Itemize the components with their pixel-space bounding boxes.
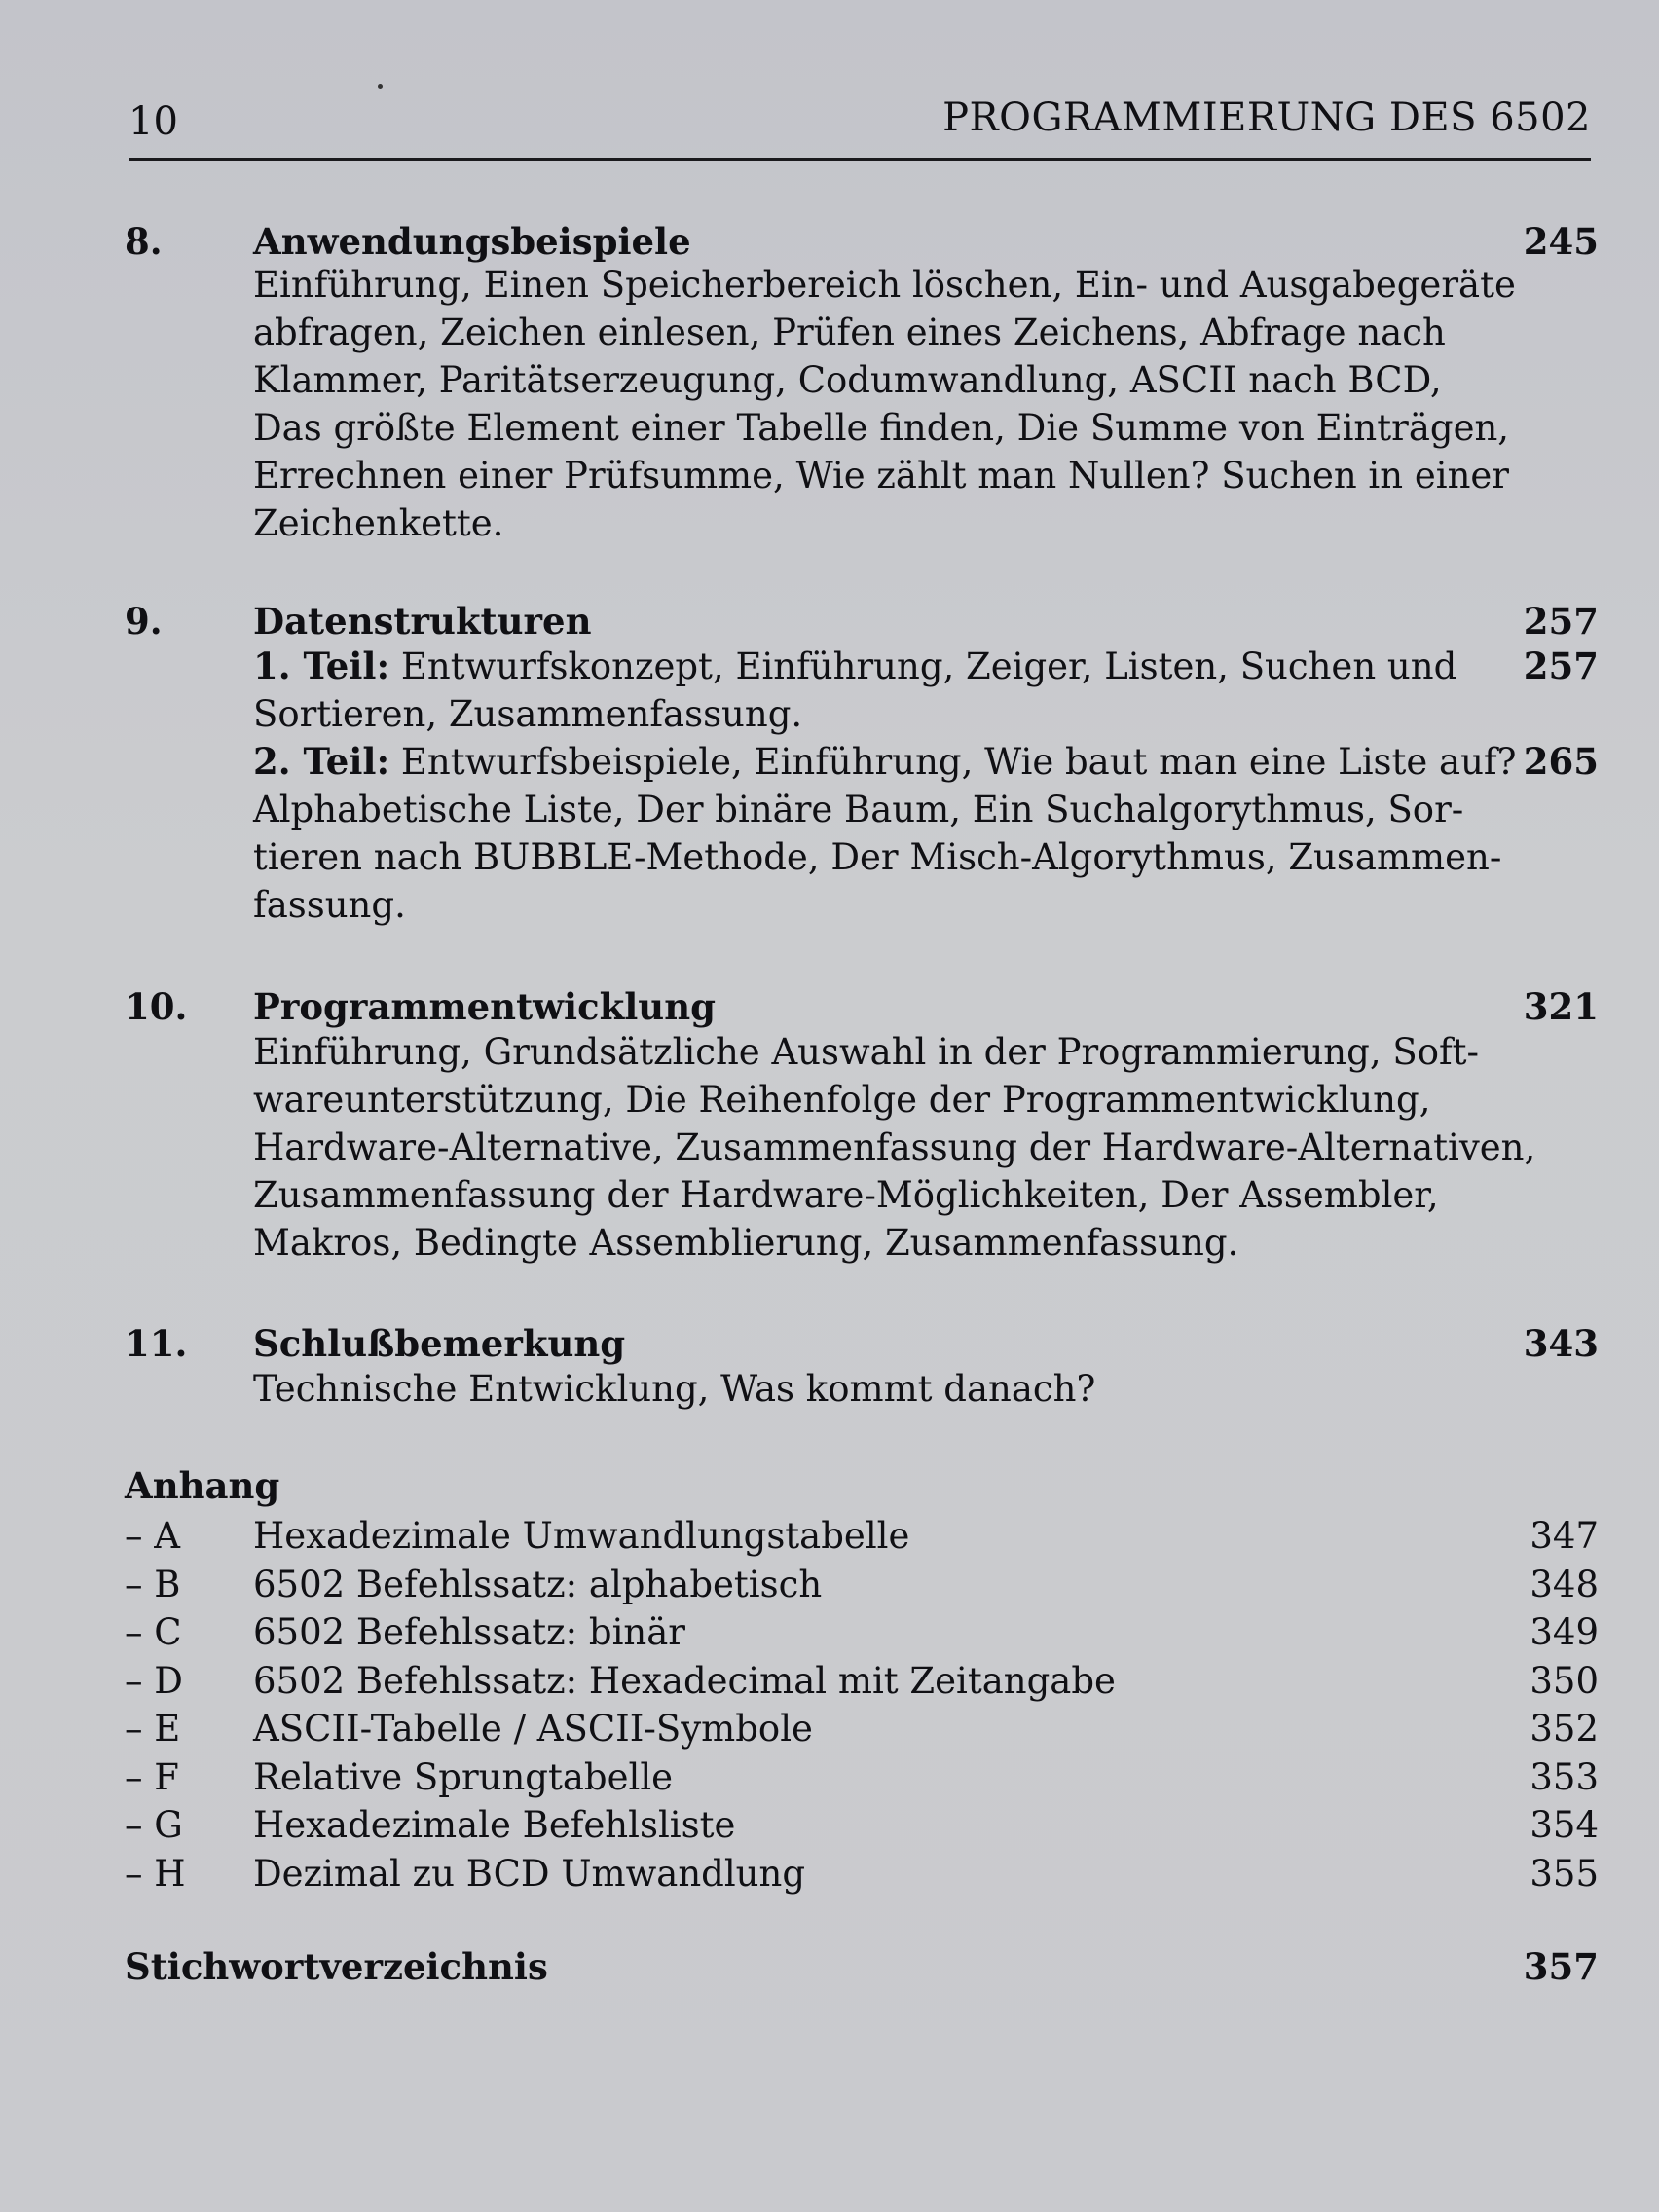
appendix-letter: – A [125,1515,180,1557]
dust-speck [378,84,383,89]
appendix-heading: Anhang [125,1464,280,1507]
chapter-page: 343 [1523,1322,1599,1365]
appendix-entry [125,1853,1599,1901]
chapter-description [253,261,1560,547]
appendix-title: Dezimal zu BCD Umwandlung [253,1852,806,1895]
page-number: 10 [129,99,178,144]
appendix-title: ASCII-Tabelle / ASCII-Symbole [253,1708,813,1750]
appendix-letter: – B [125,1563,181,1605]
appendix-title: 6502 Befehlssatz: Hexadecimal mit Zeitangabe [253,1659,1116,1702]
chapter-title: Datenstrukturen [253,600,592,643]
chapter-page: 321 [1523,985,1599,1028]
chapter-description [253,643,1599,929]
description-line: Zusammenfassung der Hardware-Möglichkeiten, Der Assembler, [253,1174,1439,1216]
chapter-page: 245 [1523,220,1599,263]
part-line [253,738,1599,786]
description-line: Einführung, Grundsätzliche Auswahl in der Programmierung, Soft- [253,1031,1480,1073]
appendix-page: 350 [1530,1659,1599,1702]
description-line: fassung. [253,884,406,926]
appendix-list [125,1515,1599,1900]
description-line: Zeichenkette. [253,502,504,544]
appendix-letter: – F [125,1755,179,1798]
appendix-page: 348 [1530,1563,1599,1605]
description-line: Hardware-Alternative, Zusammenfassung der Hardware-Alternativen, [253,1126,1536,1168]
appendix-letter: – H [125,1852,186,1895]
chapter-number: 9. [125,600,163,643]
description-line: Klammer, Paritätserzeugung, Codumwandlung, ASCII nach BCD, [253,359,1442,401]
description-line: Alphabetische Liste, Der binäre Baum, Ein Suchalgorythmus, Sor- [253,789,1464,830]
chapter-page: 257 [1523,600,1599,643]
part-page: 257 [1523,645,1599,687]
index-heading: Stichwortverzeichnis [125,1945,548,1988]
appendix-entry [125,1660,1599,1709]
appendix-entry [125,1611,1599,1660]
part-page: 265 [1523,740,1599,783]
appendix-entry [125,1756,1599,1805]
page-header [129,90,1591,161]
appendix-title: Hexadezimale Umwandlungstabelle [253,1515,910,1557]
appendix-letter: – C [125,1611,182,1653]
description-text: Entwurfskonzept, Einführung, Zeiger, Listen, Suchen und [400,645,1457,687]
description-line: tieren nach BUBBLE-Methode, Der Misch-Algorythmus, Zusammen- [253,836,1502,878]
part-line [253,643,1599,690]
appendix-page: 354 [1530,1804,1599,1846]
index-page: 357 [1523,1945,1599,1988]
appendix-entry [125,1708,1599,1756]
appendix-title: 6502 Befehlssatz: alphabetisch [253,1563,823,1605]
appendix-letter: – E [125,1708,181,1750]
appendix-title: 6502 Befehlssatz: binär [253,1611,685,1653]
chapter-title: Schlußbemerkung [253,1322,626,1365]
description-line: Technische Entwicklung, Was kommt danach? [253,1368,1096,1410]
part-label: 1. Teil: [253,645,390,687]
appendix-title: Hexadezimale Befehlsliste [253,1804,736,1846]
appendix-entry [125,1564,1599,1612]
description-line: abfragen, Zeichen einlesen, Prüfen eines Zeichens, Abfrage nach [253,312,1446,353]
appendix-page: 353 [1530,1755,1599,1798]
chapter-description [253,1365,1560,1413]
description-line: Sortieren, Zusammenfassung. [253,693,803,735]
part-label: 2. Teil: [253,740,390,783]
chapter-number: 8. [125,220,163,263]
appendix-letter: – D [125,1659,183,1702]
appendix-title: Relative Sprungtabelle [253,1755,674,1798]
appendix-letter: – G [125,1804,183,1846]
appendix-page: 355 [1530,1852,1599,1895]
description-line: Errechnen einer Prüfsumme, Wie zählt man Nullen? Suchen in einer [253,455,1509,497]
chapter-number: 11. [125,1322,188,1365]
chapter-title: Programmentwicklung [253,985,716,1028]
appendix-page: 352 [1530,1708,1599,1750]
appendix-page: 347 [1530,1515,1599,1557]
description-line: Makros, Bedingte Assemblierung, Zusammenfassung. [253,1222,1239,1264]
description-text: Entwurfsbeispiele, Einführung, Wie baut man eine Liste auf? [400,741,1517,783]
chapter-description [253,1028,1560,1267]
chapter-title: Anwendungsbeispiele [253,220,691,263]
running-title: PROGRAMMIERUNG DES 6502 [942,95,1591,140]
appendix-entry [125,1515,1599,1564]
appendix-entry [125,1804,1599,1853]
description-line: Einführung, Einen Speicherbereich löschen, Ein- und Ausgabegeräte [253,264,1516,306]
description-line: Das größte Element einer Tabelle finden, Die Summe von Einträgen, [253,407,1510,449]
chapter-number: 10. [125,985,188,1028]
appendix-page: 349 [1530,1611,1599,1653]
description-line: wareunterstützung, Die Reihenfolge der Programmentwicklung, [253,1079,1431,1121]
